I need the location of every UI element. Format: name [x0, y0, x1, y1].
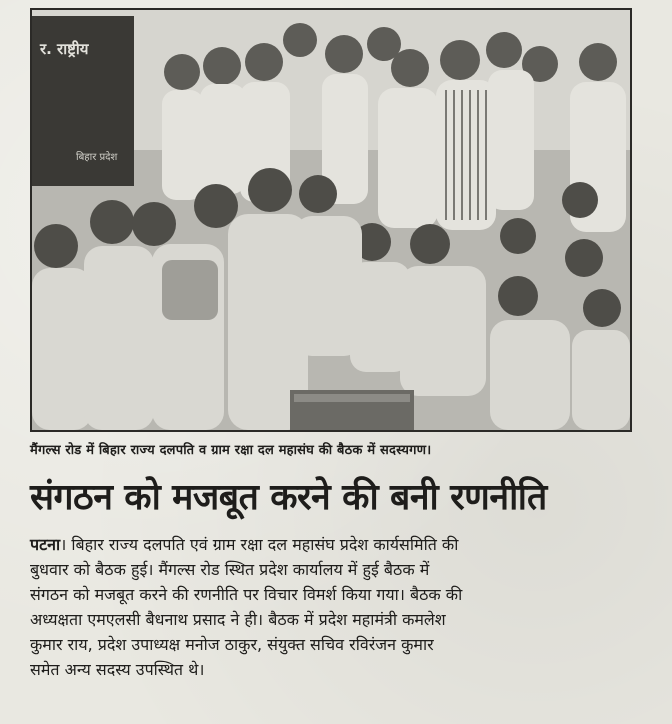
photo-caption: मैंगल्स रोड में बिहार राज्य दलपति व ग्राम रक्षा दल महासंघ की बैठक में सदस्यगण।	[30, 443, 432, 458]
headline: संगठन को मजबूत करने की बनी रणनीति	[30, 477, 547, 518]
news-photo	[30, 8, 632, 432]
article-body	[30, 532, 642, 682]
article-line-1-text: । बिहार राज्य दलपति एवं ग्राम रक्षा दल महासंघ प्रदेश कार्यसमिति की	[60, 535, 459, 554]
article-line-4: अध्यक्षता एमएलसी बैधनाथ प्रसाद ने ही। बैठक में प्रदेश महामंत्री कमलेश	[30, 610, 446, 629]
article-line-6: समेत अन्य सदस्य उपस्थित थे।	[30, 660, 205, 679]
article-line-5: कुमार राय, प्रदेश उपाध्यक्ष मनोज ठाकुर, संयुक्त सचिव रविरंजन कुमार	[30, 635, 434, 654]
dateline: पटना	[30, 535, 61, 554]
article-line-3: संगठन को मजबूत करने की रणनीति पर विचार विमर्श किया गया। बैठक की	[30, 585, 463, 604]
photo-illustration	[32, 10, 630, 430]
article-line-2: बुधवार को बैठक हुई। मैंगल्स रोड स्थित प्रदेश कार्यालय में हुई बैठक में	[30, 560, 430, 579]
article-line-1	[30, 532, 642, 557]
banner-subtext: बिहार प्रदेश	[76, 152, 118, 163]
banner	[32, 16, 134, 186]
banner-text: र. राष्ट्रीय	[40, 40, 89, 58]
checked-shirt	[162, 260, 218, 320]
